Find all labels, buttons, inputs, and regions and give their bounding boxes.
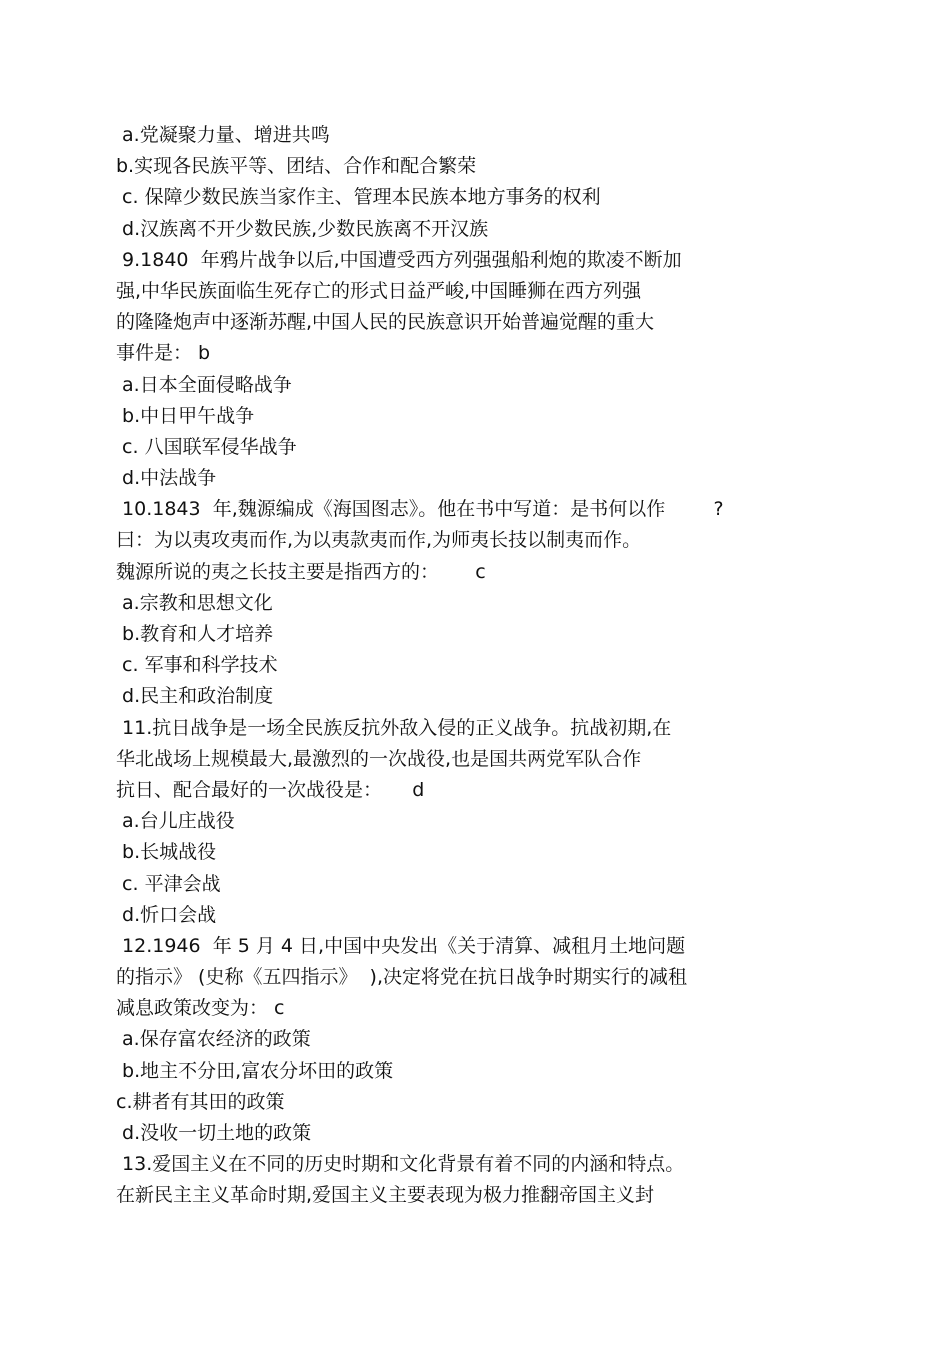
question-12-line: 的指示》 (史称《五四指示》 ),决定将党在抗日战争时期实行的减租 (116, 966, 687, 989)
document-body (116, 120, 836, 1212)
option-line: b.中日甲午战争 (116, 404, 255, 427)
option-line: c.耕者有其田的政策 (116, 1090, 285, 1113)
question-9-line: 的隆隆炮声中逐渐苏醒,中国人民的民族意识开始普遍觉醒的重大 (116, 311, 655, 334)
question-9-line: 9.1840 年鸦片战争以后,中国遭受西方列强强船利炮的欺凌不断加 (116, 248, 682, 271)
option-line: c. 军事和科学技术 (116, 654, 278, 677)
option-line: d.汉族离不开少数民族,少数民族离不开汉族 (116, 217, 489, 240)
option-line: b.长城战役 (116, 841, 217, 864)
option-line: d.民主和政治制度 (116, 685, 274, 708)
question-9-line: 事件是： b (116, 342, 211, 365)
question-13-line: 13.爱国主义在不同的历史时期和文化背景有着不同的内涵和特点。 (116, 1153, 685, 1176)
option-line: c. 平津会战 (116, 872, 221, 895)
question-10-line: 曰：为以夷攻夷而作,为以夷款夷而作,为师夷长技以制夷而作。 (116, 529, 642, 552)
question-11-line: 11.抗日战争是一场全民族反抗外敌入侵的正义战争。抗战初期,在 (116, 716, 672, 739)
question-10-line: 魏源所说的夷之长技主要是指西方的： c (116, 560, 486, 583)
question-13-line: 在新民主主义革命时期,爱国主义主要表现为极力推翻帝国主义封 (116, 1184, 655, 1207)
question-12-line: 减息政策改变为： c (116, 997, 285, 1020)
option-line: d.忻口会战 (116, 903, 217, 926)
option-line: a.党凝聚力量、增进共鸣 (116, 124, 330, 146)
option-line: b.地主不分田,富农分坏田的政策 (116, 1059, 394, 1082)
question-9-line: 强,中华民族面临生死存亡的形式日益严峻,中国睡狮在西方列强 (116, 279, 642, 302)
option-line: b.教育和人才培养 (116, 623, 274, 645)
option-line: c. 八国联军侵华战争 (116, 435, 297, 458)
option-line: a.宗教和思想文化 (116, 591, 273, 614)
option-line: d.中法战争 (116, 467, 217, 490)
option-line: a.台儿庄战役 (116, 810, 235, 833)
question-11-line: 华北战场上规模最大,最激烈的一次战役,也是国共两党军队合作 (116, 747, 642, 770)
question-11-line: 抗日、配合最好的一次战役是： d (116, 778, 425, 801)
option-line: c. 保障少数民族当家作主、管理本民族本地方事务的权利 (116, 186, 601, 209)
option-line: b.实现各民族平等、团结、合作和配合繁荣 (116, 155, 477, 178)
question-10-line: 10.1843 年,魏源编成《海国图志》。他在书中写道：是书何以作 ? (116, 498, 724, 521)
option-line: a.保存富农经济的政策 (116, 1028, 311, 1051)
option-line: a.日本全面侵略战争 (116, 373, 292, 396)
option-line: d.没收一切土地的政策 (116, 1122, 312, 1144)
question-12-line: 12.1946 年 5 月 4 日,中国中央发出《关于清算、减租月土地问题 (116, 934, 686, 957)
